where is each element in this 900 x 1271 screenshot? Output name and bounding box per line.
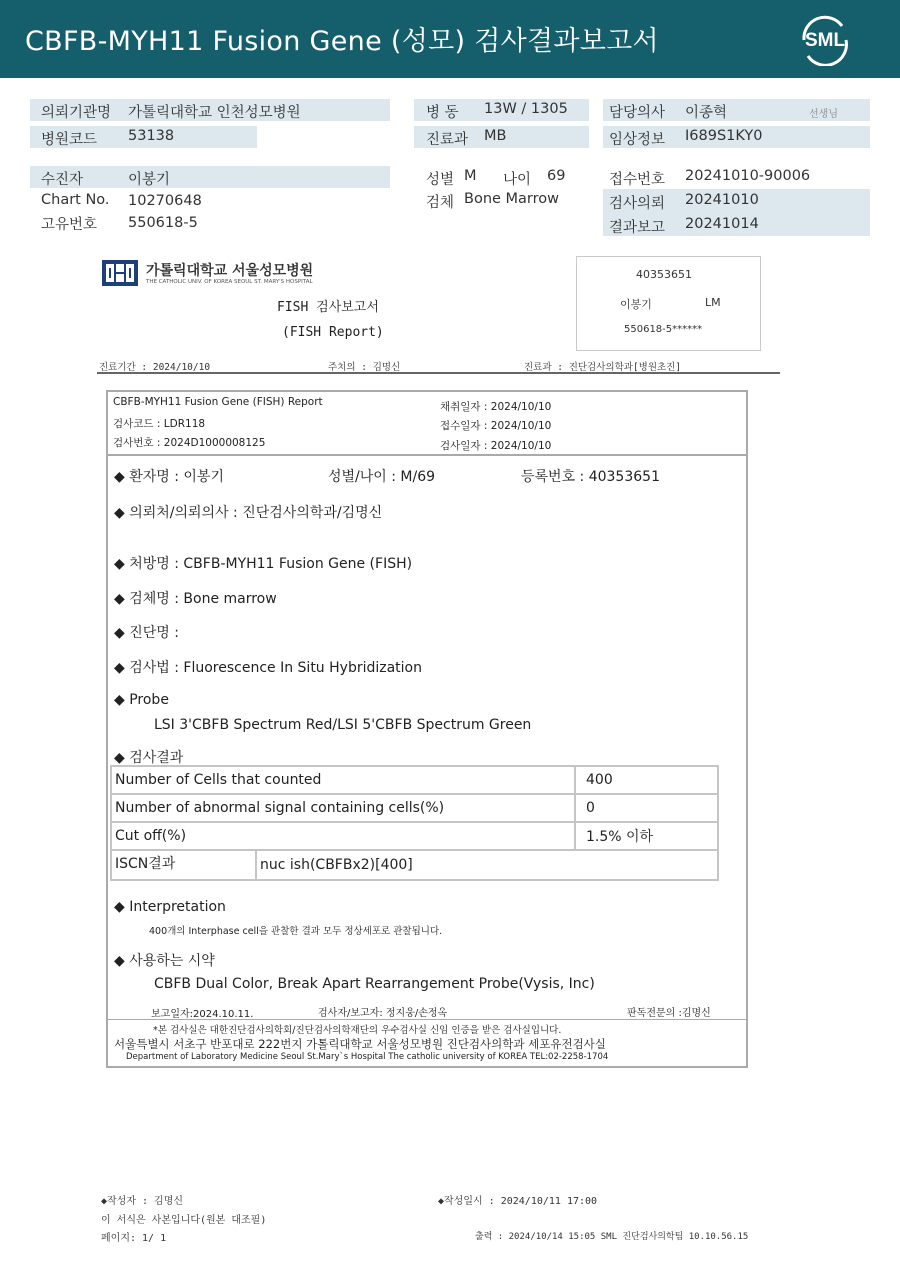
collected-date: 채취일자 : 2024/10/10 [440,401,552,413]
copy-note: 이 서식은 사본입니다(원본 대조필) [101,1215,267,1226]
chart-value: 10270648 [128,193,202,209]
visit-dept: 진료과 : 진단검사의학과[병원초진] [524,362,682,373]
iscn-value: nuc ish(CBFBx2)[400] [260,857,413,873]
patient-label: 수진자 [41,172,84,188]
footer-divider [106,1019,748,1020]
result-label: 결과보고 [609,220,666,236]
writer: ◆작성자 : 김명신 [101,1196,184,1207]
test-name: CBFB-MYH11 Fusion Gene (FISH) Report [113,396,323,408]
table-row [111,822,718,850]
ward-value: 13W / 1305 [484,101,568,117]
clinical-label: 임상정보 [609,132,666,148]
receipt-value: 20241010-90006 [685,168,811,184]
request-label: 검사의뢰 [609,196,666,212]
result-label-cell: Number of Cells that counted [111,766,575,794]
id-name: 이봉기 [620,298,652,311]
probe-title: ◆ Probe [114,692,169,708]
reader: 판독전문의 :김명신 [627,1008,711,1019]
test-code: 검사코드 : LDR118 [113,418,206,430]
id-number: 40353651 [636,268,692,281]
report-date: 보고일자:2024.10.11. [151,1009,254,1020]
hospital-name-en: THE CATHOLIC UNIV. OF KOREA SEOUL ST. MARY'S HOSPITAL [146,279,313,285]
received-date: 접수일자 : 2024/10/10 [440,420,552,432]
iscn-row-cell [111,850,718,880]
hospital-code-label: 병원코드 [41,132,98,148]
visit-doctor: 주치의 : 김명신 [328,362,401,373]
result-table [110,765,719,881]
sex-value: M [464,168,477,184]
table-row [111,766,718,794]
table-row [111,794,718,822]
doctor-value: 이종혁 [685,105,728,121]
certification: *본 검사실은 대한진단검사의학회/진단검사의학재단의 우수검사실 신임 인증을 받은 검사실입니다. [153,1025,562,1036]
specimen-value: Bone Marrow [464,191,560,207]
id-reg: 550618-5****** [624,324,703,335]
hospital-name: 가톨릭대학교 서울성모병원 [146,263,314,279]
chart-label: Chart No. [41,192,110,208]
result-label-cell: Number of abnormal signal containing cells(%) [111,794,575,822]
report-title: CBFB-MYH11 Fusion Gene (성모) 검사결과보고서 [25,26,659,57]
page-number: 페이지: 1/ 1 [101,1233,167,1244]
hospital-code-value: 53138 [128,128,175,144]
visit-divider [97,372,780,374]
result-label-cell: Cut off(%) [111,822,575,850]
visit-period: 진료기간 : 2024/10/10 [99,362,211,373]
tested-date: 검사일자 : 2024/10/10 [440,440,552,452]
age-label: 나이 [503,172,532,188]
patient-bar [30,166,390,188]
result-title: ◆ 검사결과 [114,750,184,766]
table-row [111,850,718,880]
reagent-value: CBFB Dual Color, Break Apart Rearrangement Probe(Vysis, Inc) [154,976,595,992]
examiner: 검사자/보고자: 정지웅/손정옥 [318,1008,448,1019]
address-en: Department of Laboratory Medicine Seoul St.Mary`s Hospital The catholic university of KOREA TEL:02-2258-1704 [126,1052,609,1062]
unique-value: 550618-5 [128,215,198,231]
result-value-cell: 1.5% 이하 [575,822,718,850]
sex-age: 성별/나이 : M/69 [328,469,436,485]
interpretation-title: ◆ Interpretation [114,899,226,915]
result-value: 20241014 [685,216,759,232]
specimen-label: 검체 [426,195,455,211]
age-value: 69 [547,168,566,184]
result-value-cell: 400 [575,766,718,794]
fish-title: FISH 검사보고서 [277,300,379,315]
institution-value: 가톨릭대학교 인천성모병원 [128,105,301,121]
printed-at: 출력 : 2024/10/14 15:05 SML 진단검사의학팀 10.10.56.15 [475,1232,749,1242]
registration-no: 등록번호 : 40353651 [521,469,660,485]
reagent-title: ◆ 사용하는 시약 [114,953,215,969]
clinical-value: I689S1KY0 [685,128,763,144]
prescription: ◆ 처방명 : CBFB-MYH11 Fusion Gene (FISH) [114,556,413,572]
sex-label: 성별 [426,172,455,188]
id-code: LM [705,296,721,309]
ward-label: 병 동 [426,105,459,121]
receipt-label: 접수번호 [609,172,666,188]
probe-value: LSI 3'CBFB Spectrum Red/LSI 5'CBFB Spectrum Green [154,717,532,733]
dept-value: MB [484,128,507,144]
dept-label: 진료과 [426,132,469,148]
unique-label: 고유번호 [41,217,98,233]
interpretation-text: 400개의 Interphase cell을 관찰한 결과 모두 정상세포로 관찰됩니다. [149,926,443,937]
sml-logo-icon [796,12,854,66]
fish-title-en: (FISH Report) [282,325,384,340]
doctor-label: 담당의사 [609,105,666,121]
request-value: 20241010 [685,192,759,208]
test-no: 검사번호 : 2024D1000008125 [113,437,266,449]
patient-value: 이봉기 [128,172,171,188]
result-value-cell: 0 [575,794,718,822]
method: ◆ 검사법 : Fluorescence In Situ Hybridization [114,660,422,676]
doctor-suffix: 선생님 [809,109,838,120]
diagnosis: ◆ 진단명 : [114,625,179,641]
specimen-name: ◆ 검체명 : Bone marrow [114,591,277,607]
logo-text: SML [804,30,846,51]
hospital-logo-icon [101,258,139,288]
institution-label: 의뢰기관명 [41,105,112,121]
referrer: ◆ 의뢰처/의뢰의사 : 진단검사의학과/김명신 [114,505,383,521]
report-header-divider [106,454,748,456]
address: 서울특별시 서초구 반포대로 222번지 가톨릭대학교 서울성모병원 진단검사의학과 세포유전검사실 [114,1037,606,1051]
patient-id-box [576,256,761,351]
patient-name: ◆ 환자명 : 이봉기 [114,469,224,485]
iscn-label: ISCN결과 [112,851,257,879]
written-at: ◆작성일시 : 2024/10/11 17:00 [438,1196,598,1207]
